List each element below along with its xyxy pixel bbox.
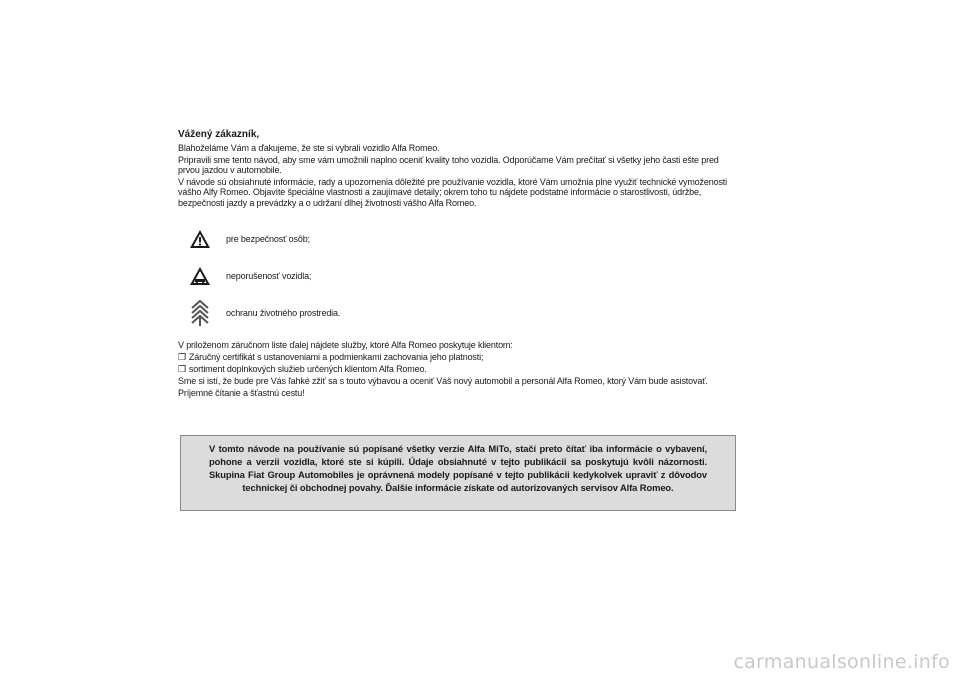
bullet-item-1 bbox=[178, 351, 738, 363]
environment-tree-icon bbox=[178, 299, 222, 327]
watermark-text: carmanualsonline.info bbox=[733, 651, 950, 673]
warranty-intro: V priloženom záručnom liste ďalej nájdete služby, ktoré Alfa Romeo poskytuje klientom: bbox=[178, 340, 513, 350]
icon-legend bbox=[178, 220, 738, 331]
icon-row-safety bbox=[178, 220, 738, 257]
intro-paragraph-3: V návode sú obsiahnuté informácie, rady a upozornenia dôležité pre používanie vozidla, ktoré Vám umožnia plne využiť technické vymoženosti vášho Alfy Romeo. Objavíte špeciálne vlastnosti a zaujímavé detaily; okrem toho tu nájdete podstatné informácie o starostlivosti, údržbe, bezpečnosti jazdy a prevádzky a o udržaní dlhej životnosti vášho Alfa Romeo. bbox=[178, 176, 727, 208]
icon-row-environment bbox=[178, 294, 738, 331]
bullet-box-icon: ❒ bbox=[178, 352, 186, 362]
bullet-item-2 bbox=[178, 363, 738, 375]
closing-paragraph-2: Príjemné čítanie a šťastnú cestu! bbox=[178, 388, 305, 398]
icon-label-environment: ochranu životného prostredia. bbox=[226, 307, 341, 318]
bullet-item-2-text: sortiment doplnkových služieb určených klientom Alfa Romeo. bbox=[188, 364, 427, 374]
intro-paragraph-1: Blahoželáme Vám a ďakujeme, že ste si vybrali vozidlo Alfa Romeo. bbox=[178, 143, 440, 153]
icon-label-vehicle: neporušenosť vozidla; bbox=[226, 270, 312, 281]
greeting-heading: Vážený zákazník, bbox=[178, 129, 260, 140]
icon-row-vehicle bbox=[178, 257, 738, 294]
intro-paragraph-2: Pripravili sme tento návod, aby sme vám umožnili naplno oceniť kvality toho vozidla. Odporúčame Vám prečítať si všetky jeho časti ešte pred prvou jazdou v automobile. bbox=[178, 154, 719, 175]
icon-label-safety: pre bezpečnosť osôb; bbox=[226, 233, 310, 244]
vehicle-damage-icon bbox=[178, 266, 222, 286]
bullet-box-icon: ❒ bbox=[178, 364, 186, 374]
warning-triangle-icon bbox=[178, 229, 222, 249]
manual-intro-page bbox=[178, 128, 738, 399]
bullet-item-1-text: Záručný certifikát s ustanoveniami a podmienkami zachovania jeho platnosti; bbox=[188, 352, 484, 362]
versions-notice-box: V tomto návode na používanie sú popísané všetky verzie Alfa MiTo, stačí preto čítať iba informácie o vybavení, pohone a verzii vozidla, ktoré ste si kúpili. Údaje obsiahnuté v tejto publikácii sa poskytujú kvôli názornosti. Skupina Fiat Group Automobiles je oprávnená modely popísané v tejto publikácii kedykolvek upraviť z dôvodov technickej či obchodnej povahy. Ďalšie informácie získate od autorizovaných servisov Alfa Romeo. bbox=[180, 435, 736, 511]
closing-paragraph-1: Sme si istí, že bude pre Vás ľahké zžiť sa s touto výbavou a oceniť Váš nový automobil a personál Alfa Romeo, ktorý Vám bude asistovať. bbox=[178, 376, 708, 386]
